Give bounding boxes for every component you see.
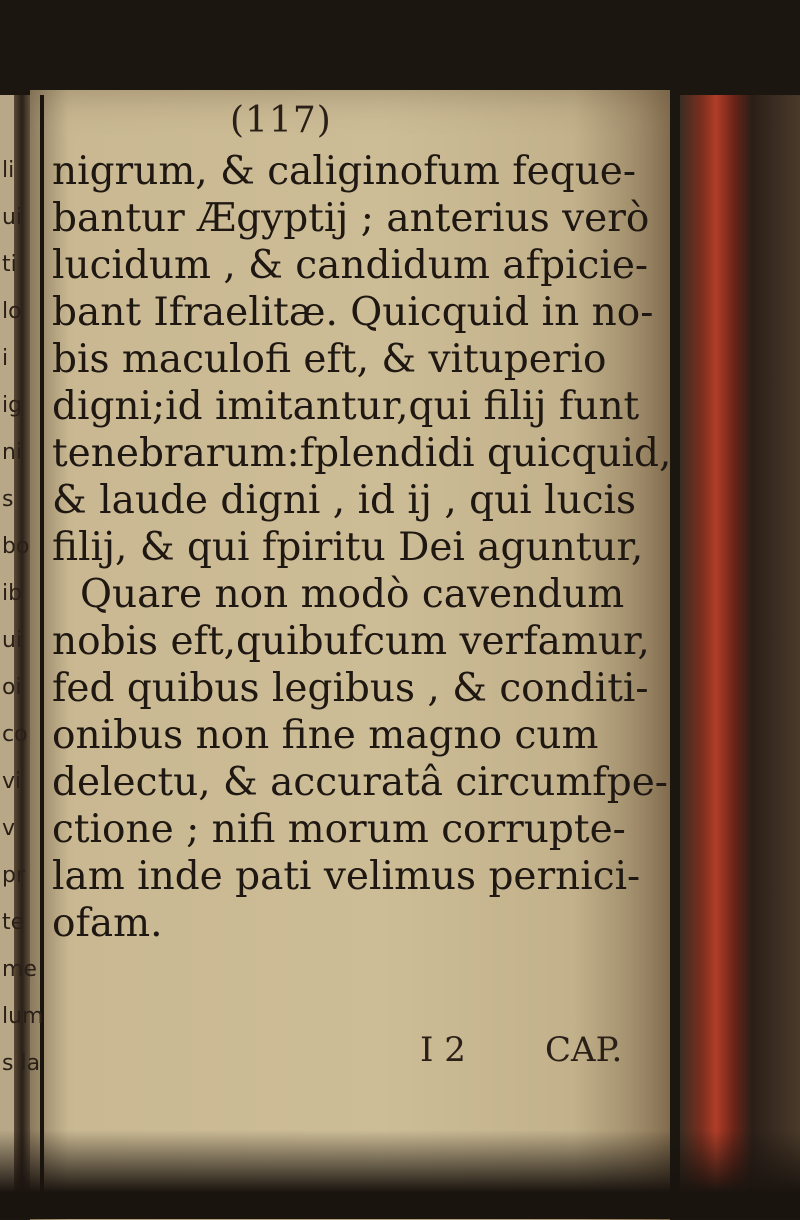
margin-fragment: v — [2, 816, 16, 841]
shadow-overlay — [0, 1130, 800, 1219]
margin-fragment: s la — [2, 1051, 41, 1076]
text-line: & laude digni , id ij , qui lucis — [52, 478, 637, 523]
text-line: tenebrarum:fplendidi quicquid, — [52, 431, 672, 476]
text-line: lam inde pati velimus pernici- — [52, 854, 641, 899]
text-block — [52, 148, 672, 947]
margin-fragment: te — [2, 910, 25, 935]
text-line: ctione ; nifi morum corrupte- — [52, 807, 626, 852]
text-line: bis maculofi eft, & vituperio — [52, 337, 607, 382]
margin-fragment: ni — [2, 440, 23, 465]
margin-fragment: lum — [2, 1004, 44, 1029]
text-line: onibus non fine magno cum — [52, 713, 599, 758]
page-number: (117) — [230, 100, 332, 141]
text-line: lucidum , & candidum afpicie- — [52, 243, 649, 288]
gutter-rule — [40, 95, 44, 1219]
catchword: CAP. — [545, 1030, 623, 1070]
text-line: bant Ifraelitæ. Quicquid in no- — [52, 290, 654, 335]
margin-fragment: me — [2, 957, 37, 982]
red-page-edges — [680, 95, 800, 1219]
margin-fragment: ui — [2, 628, 23, 653]
margin-fragment: vi — [2, 769, 22, 794]
text-line: ofam. — [52, 901, 163, 946]
margin-fragment: ib — [2, 581, 23, 606]
margin-fragment: s — [2, 487, 14, 512]
text-line: Quare non modò cavendum — [80, 572, 625, 617]
margin-fragment: lo — [2, 299, 22, 324]
text-line: digni;id imitantur,qui filij funt — [52, 384, 640, 429]
margin-fragment: ig — [2, 393, 23, 418]
text-line: nobis eft,quibufcum verfamur, — [52, 619, 650, 664]
margin-fragment: bo — [2, 534, 30, 559]
text-line: fed quibus legibus , & conditi- — [52, 666, 649, 711]
text-line: delectu, & accuratâ circumfpe- — [52, 760, 668, 805]
text-line: bantur Ægyptij ; anterius verò — [52, 196, 650, 241]
text-line: filij, & qui fpiritu Dei aguntur, — [52, 525, 644, 570]
margin-fragment: ui — [2, 205, 23, 230]
margin-fragment: ti — [2, 252, 17, 277]
margin-fragment: i — [2, 346, 9, 371]
text-line: nigrum, & caliginofum feque- — [52, 149, 637, 194]
margin-fragment: co — [2, 722, 28, 747]
signature-mark: I 2 — [420, 1030, 466, 1070]
margin-fragment: li — [2, 158, 15, 183]
margin-fragment: oi — [2, 675, 22, 700]
margin-fragment: pr — [2, 863, 26, 888]
